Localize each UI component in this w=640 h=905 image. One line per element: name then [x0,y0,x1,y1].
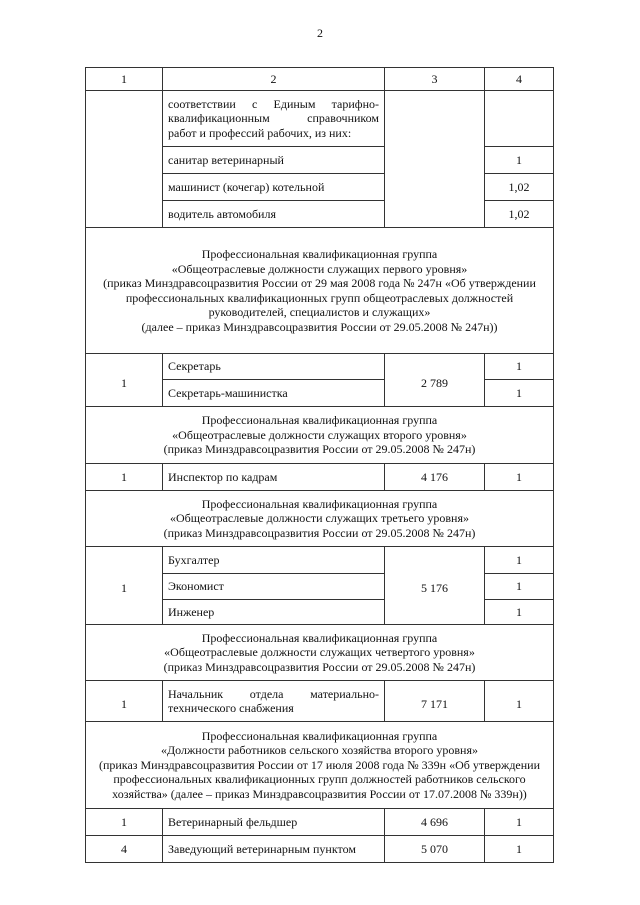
salary-value: 5 070 [385,836,485,863]
group-heading-row [86,491,554,547]
group-heading [86,228,554,354]
position-name: Бухгалтер [163,547,385,574]
coef-cell-empty [485,91,554,147]
text-line: работ и профессий рабочих, из них: [168,125,352,140]
group-name: «Должности работников сельского хозяйства второго уровня» [160,743,478,758]
coefficient-value: 1 [485,836,554,863]
continuation-text [163,91,385,147]
coefficient-value: 1 [485,574,554,600]
group-heading [86,722,554,809]
group-title: Профессиональная квалификационная группа [201,247,438,261]
position-name: Инспектор по кадрам [163,464,385,491]
coefficient-value: 1 [485,464,554,491]
qualification-level: 1 [86,547,163,625]
level-cell-empty [86,91,163,228]
position-name: Инженер [163,600,385,625]
position-name: Экономист [163,574,385,600]
group-name: «Общеотраслевые должности служащих третьего уровня» [170,511,469,526]
position-name-line: технического снабжения [168,701,294,715]
header-col-4: 4 [485,68,554,91]
group-title: Профессиональная квалификационная группа [201,630,438,645]
position-name: Секретарь [163,354,385,380]
table-row [86,91,554,147]
salary-table [85,67,554,863]
table-row [86,354,554,380]
position-name: Заведующий ветеринарным пунктом [163,836,385,863]
qualification-level: 4 [86,836,163,863]
group-title: Профессиональная квалификационная группа [201,496,438,511]
coefficient-value: 1 [485,380,554,407]
group-order: (приказ Минздравсоцразвития России от 29.05.2008 № 247н) [163,525,476,540]
group-order: (приказ Минздравсоцразвития России от 29.05.2008 № 247н) [163,442,476,457]
position-name: машинист (кочегар) котельной [163,174,385,201]
header-col-2: 2 [163,68,385,91]
group-name: «Общеотраслевые должности служащих второго уровня» [172,427,467,442]
coefficient-value: 1 [485,547,554,574]
group-heading-row [86,722,554,809]
salary-cell-empty [385,91,485,228]
table-row [86,464,554,491]
coefficient-value: 1 [485,354,554,380]
qualification-level: 1 [86,464,163,491]
header-col-1: 1 [86,68,163,91]
group-heading-row [86,407,554,464]
coefficient-value: 1,02 [485,174,554,201]
group-heading [86,491,554,547]
coefficient-value: 1 [485,809,554,836]
position-name-line: Начальник отдела материально- [168,686,379,701]
table-row [86,836,554,863]
group-title: Профессиональная квалификационная группа [201,413,438,428]
position-name: Секретарь-машинистка [163,380,385,407]
salary-value: 5 176 [385,547,485,625]
qualification-level: 1 [86,354,163,407]
group-order: (приказ Минздравсоцразвития России от 29 мая 2008 года № 247н «Об утверждении профессиональных квалификационных групп общеотраслевых должностей руководителей, специалистов и служащих» [103,276,536,319]
coefficient-value: 1 [485,681,554,722]
group-name: «Общеотраслевые должности служащих первого уровня» [171,261,468,276]
group-order: (приказ Минздравсоцразвития России от 29.05.2008 № 247н) [163,659,476,674]
header-col-3: 3 [385,68,485,91]
position-name: водитель автомобиля [163,201,385,228]
table-header-row [86,68,554,91]
group-heading [86,625,554,681]
page-number: 2 [317,26,323,40]
coefficient-value: 1,02 [485,201,554,228]
salary-value: 4 696 [385,809,485,836]
group-heading [86,407,554,464]
group-order: (приказ Минздравсоцразвития России от 17 июля 2008 года № 339н «Об утверждении профессиональных квалификационных групп должностей работников сельского хозяйства» (далее – приказ Минздравсоцразвития России от 17.07.2008 № 339н)) [98,757,541,801]
group-title: Профессиональная квалификационная группа [201,728,438,743]
table-row [86,547,554,574]
table-row [86,809,554,836]
position-name: санитар ветеринарный [163,147,385,174]
salary-value: 2 789 [385,354,485,407]
group-heading-row [86,625,554,681]
qualification-level: 1 [86,681,163,722]
salary-value: 7 171 [385,681,485,722]
coefficient-value: 1 [485,147,554,174]
text-line: квалификационным справочником [168,111,379,126]
salary-value: 4 176 [385,464,485,491]
group-heading-row [86,228,554,354]
coefficient-value: 1 [485,600,554,625]
table-row [86,681,554,722]
text-line: соответствии с Единым тарифно- [168,96,379,111]
position-name [163,681,385,722]
qualification-level: 1 [86,809,163,836]
position-name: Ветеринарный фельдшер [163,809,385,836]
group-name: «Общеотраслевые должности служащих четвертого уровня» [164,645,475,660]
group-order-short: (далее – приказ Минздравсоцразвития России от 29.05.2008 № 247н)) [141,319,498,334]
